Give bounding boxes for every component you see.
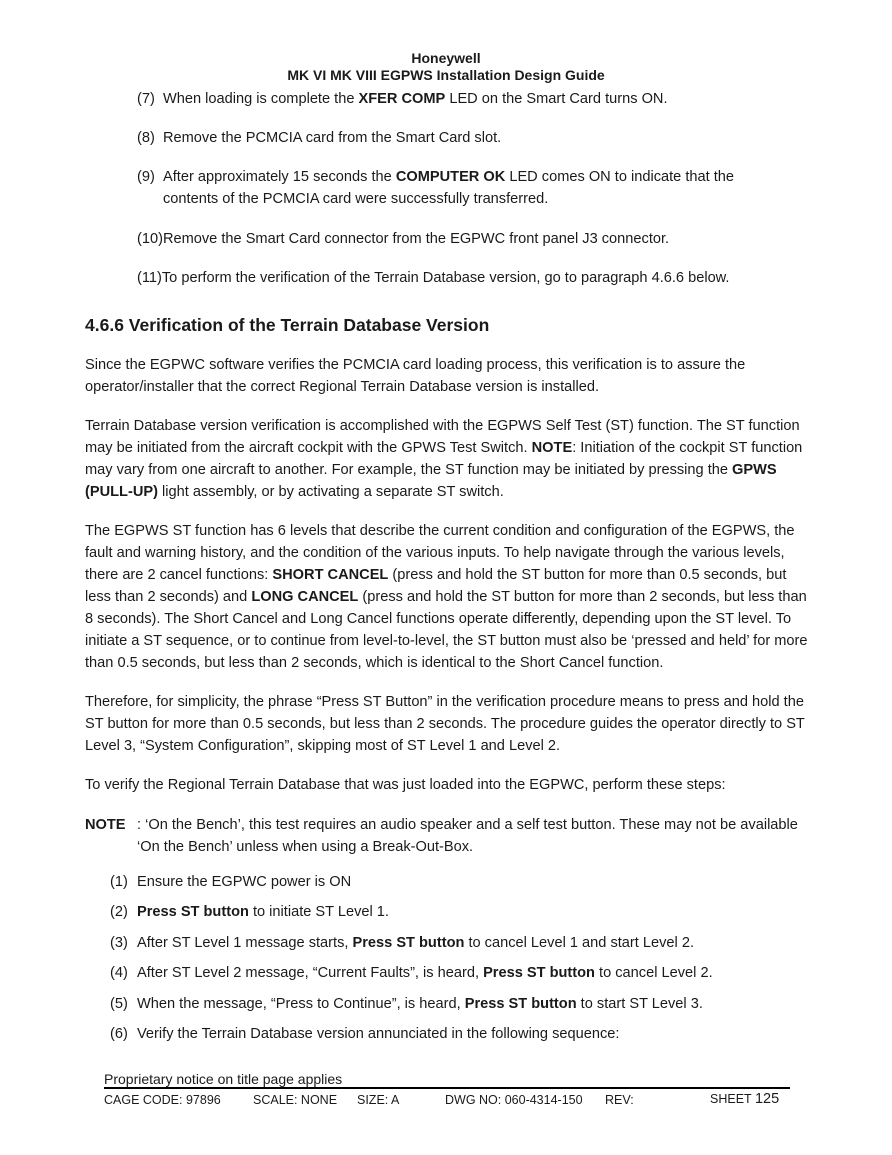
paragraph-intro: Since the EGPWC software verifies the PCMCIA card loading process, this verification is to assure the operator/installer that the correct Regional Terrain Database version is installed.: [85, 357, 746, 395]
procedure-step-3: (3) After ST Level 1 message starts, Press ST button to cancel Level 1 and start Level 2.: [110, 935, 694, 951]
paragraph-st-levels: The EGPWS ST function has 6 levels that describe the current condition and configuration of the EGPWS, the fault and warning history, and the condition of the various inputs. To help navigate through the various levels, there are 2 cancel functions: SHORT CANCEL (press and hold the ST button for more than 0.5 seconds, but less than 2 seconds) and LONG CANCEL (press and hold the ST button for more than 2 seconds, but less than 8 seconds). The Short Cancel and Long Cancel functions operate differently, depending upon the ST level. To initiate a ST sequence, or to continue from level-to-level, the ST button must also be ‘pressed and held’ for more than 0.5 seconds, but less than 2 seconds, which is identical to the Short Cancel function.: [85, 523, 808, 671]
section-heading: 4.6.6 Verification of the Terrain Database Version: [85, 315, 490, 335]
sheet-label: SHEET: [710, 1092, 752, 1106]
note-block: [85, 814, 813, 858]
procedure-step-1: (1) Ensure the EGPWC power is ON: [110, 874, 352, 890]
note-label: NOTE: [85, 817, 126, 833]
step-number: (7): [137, 91, 155, 107]
note-text: : ‘On the Bench’, this test requires an audio speaker and a self test button. These may not be available ‘On the Bench’ unless when using a Break-Out-Box.: [137, 817, 798, 855]
paragraph-verify: To verify the Regional Terrain Database that was just loaded into the EGPWC, perform these steps:: [85, 777, 726, 793]
header-title: MK VI MK VIII EGPWS Installation Design Guide: [287, 67, 605, 83]
step-text: After approximately 15 seconds the COMPUTER OK LED comes ON to indicate that the contents of the PCMCIA card were successfully transferred.: [163, 169, 735, 207]
procedure-step-6: (6) Verify the Terrain Database version annunciated in the following sequence:: [110, 1026, 620, 1042]
procedure-step-2: (2) Press ST button to initiate ST Level 1.: [110, 904, 389, 920]
step-number: (8): [137, 130, 155, 146]
header-company: Honeywell: [411, 50, 481, 66]
step-10: [137, 228, 817, 250]
paragraph-simplicity: Therefore, for simplicity, the phrase “Press ST Button” in the verification procedure means to press and hold the ST button for more than 0.5 seconds, but less than 2 seconds. The procedure guides the operator directly to ST Level 3, “System Configuration”, skipping most of ST Level 1 and Level 2.: [85, 694, 805, 754]
step-11: [137, 267, 817, 289]
size: SIZE: A: [357, 1093, 400, 1107]
step-text: Remove the PCMCIA card from the Smart Card slot.: [163, 130, 502, 146]
footer-divider: [104, 1087, 790, 1089]
sheet-indicator: [710, 1091, 779, 1107]
revision: REV:: [605, 1093, 634, 1107]
step-7: [137, 88, 817, 110]
scale: SCALE: NONE: [253, 1093, 338, 1107]
drawing-number: DWG NO: 060-4314-150: [445, 1093, 583, 1107]
sheet-number: 125: [754, 1091, 780, 1107]
step-text: When loading is complete the XFER COMP LED on the Smart Card turns ON.: [163, 91, 668, 107]
procedure-step-5: (5) When the message, “Press to Continue”, is heard, Press ST button to start ST Level 3.: [110, 996, 703, 1012]
proprietary-notice: Proprietary notice on title page applies: [104, 1071, 343, 1087]
procedure-step-4: (4) After ST Level 2 message, “Current Faults”, is heard, Press ST button to cancel Level 2.: [110, 965, 713, 981]
step-text: (10)Remove the Smart Card connector from the EGPWC front panel J3 connector.: [137, 231, 670, 247]
paragraph-st-function: Terrain Database version verification is accomplished with the EGPWS Self Test (ST) function. The ST function may be initiated from the aircraft cockpit with the GPWS Test Switch. NOTE: Initiation of the cockpit ST function may vary from one aircraft to another. For example, the ST function may be initiated by pressing the GPWS (PULL-UP) light assembly, or by activating a separate ST switch.: [85, 418, 803, 500]
step-number: (9): [137, 169, 155, 185]
step-9: [137, 166, 817, 210]
cage-code: CAGE CODE: 97896: [104, 1093, 221, 1107]
step-8: [137, 127, 817, 149]
step-text: (11)To perform the verification of the Terrain Database version, go to paragraph 4.6.6 below.: [137, 270, 730, 286]
